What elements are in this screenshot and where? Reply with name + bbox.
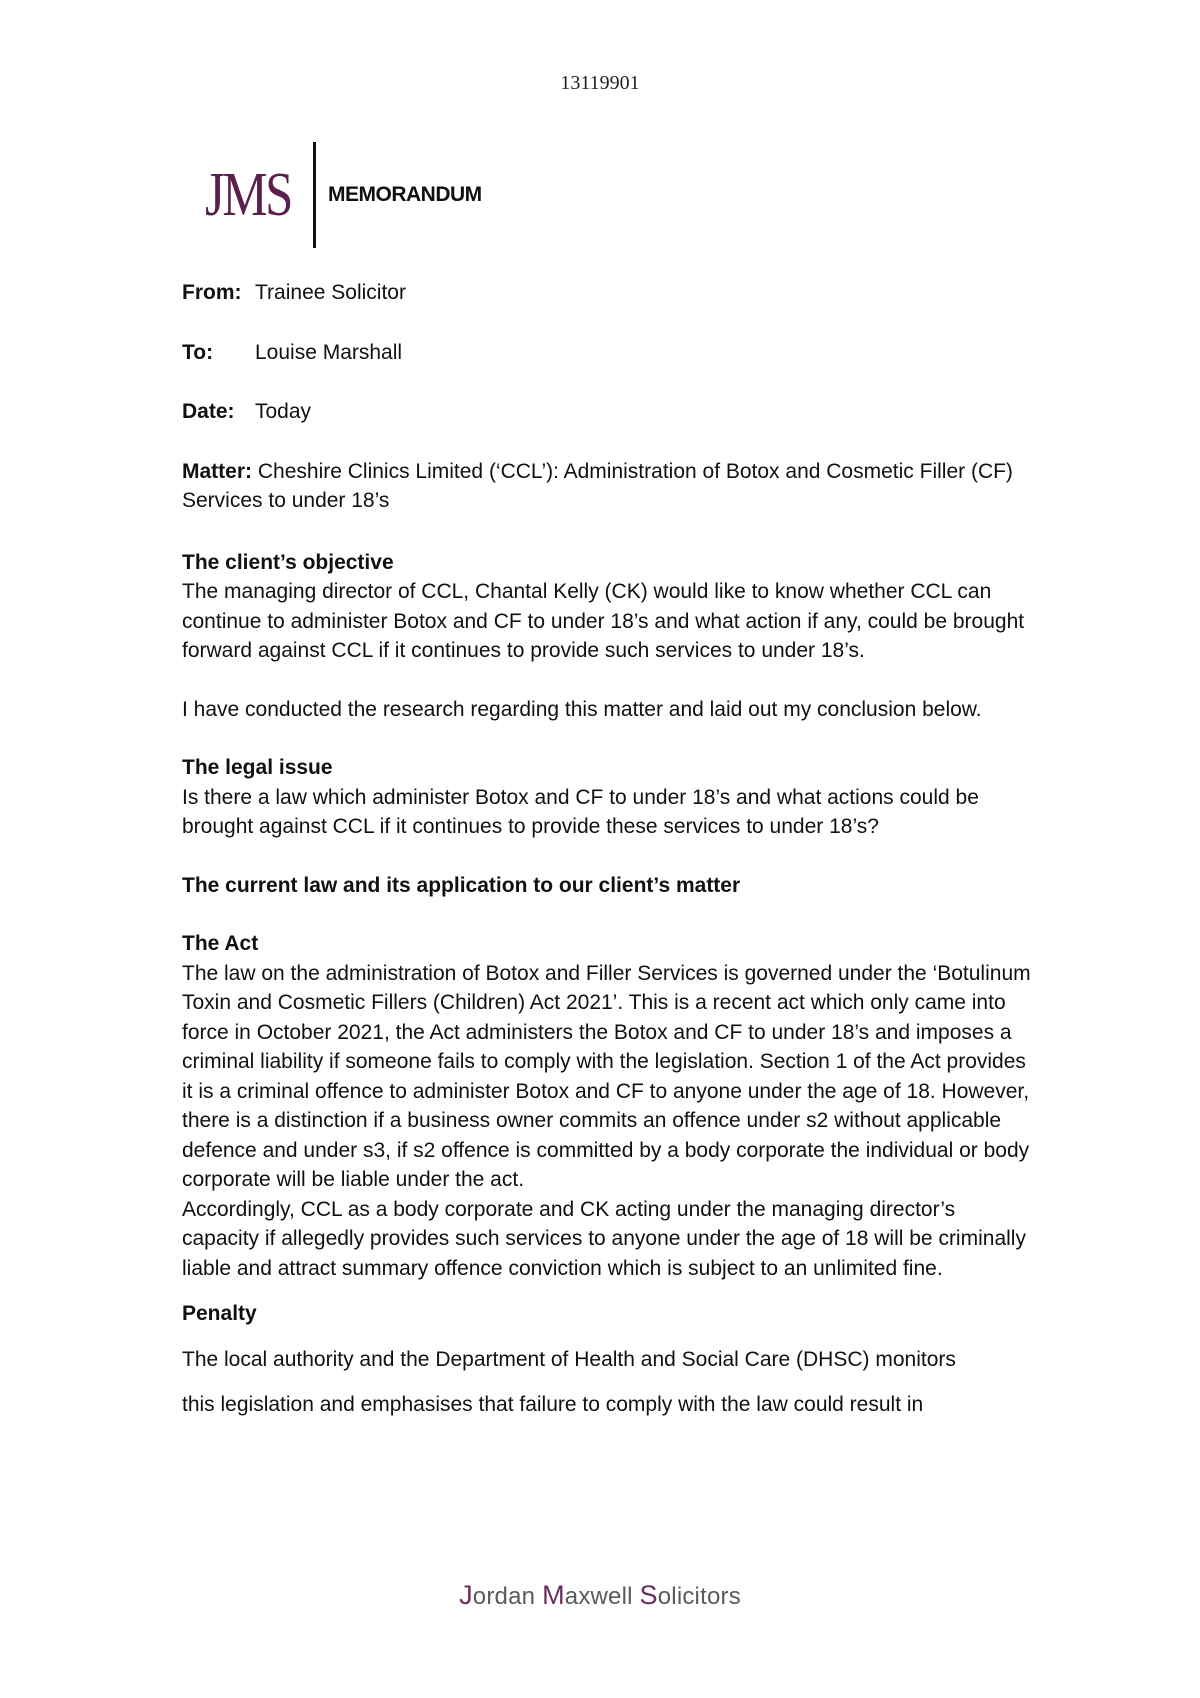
- accordingly-paragraph: Accordingly, CCL as a body corporate and CK acting under the managing director’s capacity if allegedly provides such services to anyone under the age of 18 will be criminally liable and attract summary offence conviction which is subject to an unlimited fine.: [182, 1197, 1026, 1280]
- act-paragraph: The law on the administration of Botox and Filler Services is governed under the ‘Botulinum Toxin and Cosmetic Fillers (Children) Act 2021’. This is a recent act which only came into force in October 2021, the Act administers the Botox and CF to under 18’s and imposes a criminal liability if someone fails to comply with the legislation. Section 1 of the Act provides it is a criminal offence to administer Botox and CF to anyone under the age of 18. However, there is a distinction if a business owner commits an offence under s2 without applicable defence and under s3, if s2 offence is committed by a body corporate the individual or body corporate will be liable under the act.: [182, 961, 1031, 1191]
- jms-logo: [205, 142, 482, 248]
- act-heading: The Act: [182, 932, 259, 955]
- matter-value: Cheshire Clinics Limited (‘CCL’): Administration of Botox and Cosmetic Filler (CF) Services to under 18’s: [182, 459, 1013, 512]
- footer-word-olicitors: olicitors: [657, 1583, 741, 1610]
- legal-issue-paragraph: Is there a law which administer Botox and CF to under 18’s and what actions could be brought against CCL if it continues to provide these services to under 18’s?: [182, 785, 979, 838]
- logo-divider: [313, 142, 316, 248]
- current-law-heading: The current law and its application to our client’s matter: [182, 873, 741, 897]
- footer-firm-name: [0, 1580, 1200, 1611]
- memo-title: MEMORANDUM: [328, 183, 482, 206]
- date-value: Today: [255, 400, 312, 423]
- footer-word-ordan: ordan: [472, 1583, 543, 1610]
- logo-mark: JMS: [205, 161, 291, 229]
- matter-line: [182, 457, 1032, 516]
- footer-word-axwell: axwell: [564, 1583, 640, 1610]
- matter-label: Matter:: [182, 459, 253, 483]
- document-id: 13119901: [560, 72, 640, 94]
- footer-initial-m: M: [542, 1580, 565, 1610]
- penalty-line-2: this legislation and emphasises that failure to comply with the law could result in: [182, 1393, 924, 1416]
- from-label: From:: [182, 281, 242, 304]
- objective-heading: The client’s objective: [182, 550, 394, 574]
- to-row: [182, 338, 1032, 368]
- footer-initial-j: J: [459, 1580, 473, 1610]
- penalty-heading: Penalty: [182, 1302, 257, 1325]
- legal-issue-heading: The legal issue: [182, 756, 333, 779]
- research-paragraph: I have conducted the research regarding this matter and laid out my conclusion below.: [182, 697, 982, 721]
- from-value: Trainee Solicitor: [255, 281, 406, 304]
- from-row: [182, 278, 1032, 308]
- date-row: [182, 397, 1032, 427]
- objective-paragraph: The managing director of CCL, Chantal Kelly (CK) would like to know whether CCL can continue to administer Botox and CF to under 18’s and what action if any, could be brought forward against CCL if it continues to provide such services to under 18’s.: [182, 580, 1025, 662]
- footer-initial-s: S: [639, 1580, 658, 1610]
- to-value: Louise Marshall: [255, 340, 403, 364]
- memo-body: [182, 278, 1032, 1420]
- date-label: Date:: [182, 400, 235, 423]
- penalty-line-1: The local authority and the Department of Health and Social Care (DHSC) monitors: [182, 1347, 956, 1371]
- to-label: To:: [182, 340, 214, 364]
